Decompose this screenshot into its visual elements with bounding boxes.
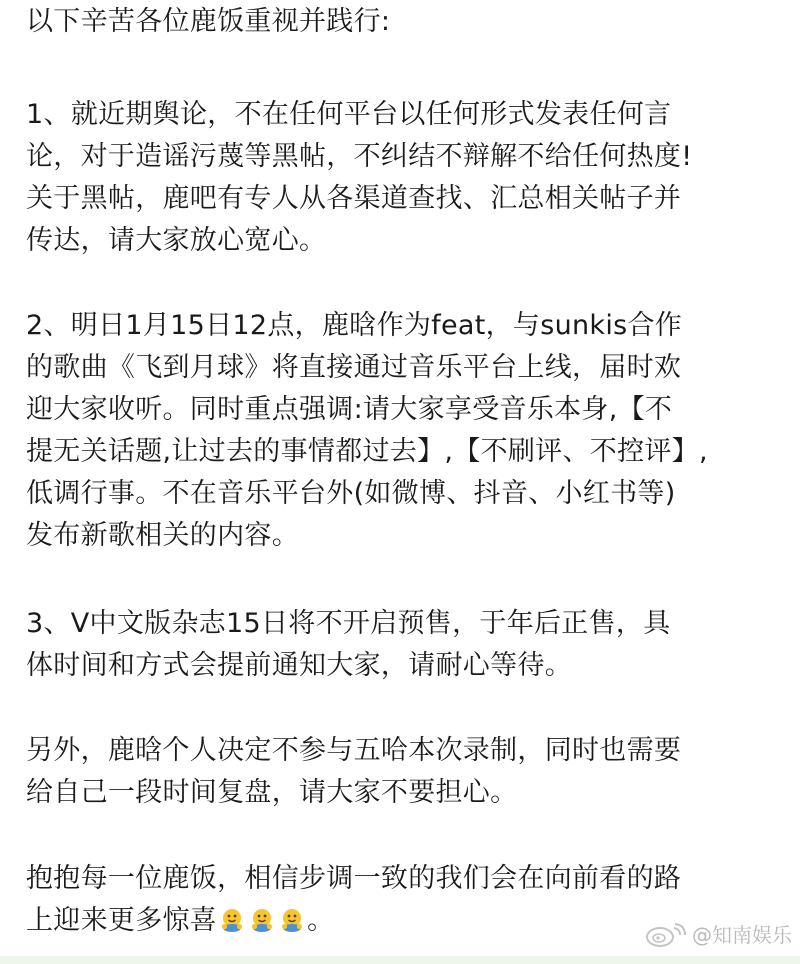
other-line-1: 另外，鹿晗个人决定不参与五哈本次录制，同时也需要 bbox=[26, 735, 682, 766]
item-1-line-3: 关于黑帖，鹿吧有专人从各渠道查找、汇总相关帖子并 bbox=[26, 183, 682, 214]
closing-line-2-text: 上迎来更多惊喜 bbox=[26, 905, 218, 936]
hugging-face-icon bbox=[219, 907, 245, 933]
item-1-line-2: 论，对于造谣污蔑等黑帖，不纠结不辩解不给任何热度! bbox=[26, 141, 693, 172]
item-3-line-2: 体时间和方式会提前通知大家，请耐心等待。 bbox=[26, 650, 572, 681]
item-1-line-1: 1、就近期舆论，不在任何平台以任何形式发表任何言 bbox=[26, 99, 672, 130]
watermark bbox=[644, 922, 792, 948]
other-line-2: 给自己一段时间复盘，请大家不要担心。 bbox=[26, 777, 518, 808]
bottom-strip bbox=[0, 956, 800, 964]
closing-line-2-end: 。 bbox=[307, 905, 335, 936]
hugging-face-icon bbox=[279, 907, 305, 933]
closing-line-1: 抱抱每一位鹿饭，相信步调一致的我们会在向前看的路 bbox=[26, 863, 682, 894]
item-2-line-3: 迎大家收听。同时重点强调:请大家享受音乐本身,【不 bbox=[26, 394, 673, 425]
item-2-line-5: 低调行事。不在音乐平台外(如微博、抖音、小红书等) bbox=[26, 478, 676, 509]
item-3-line-1: 3、V中文版杂志15日将不开启预售，于年后正售，具 bbox=[26, 608, 671, 639]
intro-line: 以下辛苦各位鹿饭重视并践行: bbox=[26, 6, 391, 37]
item-2-line-6: 发布新歌相关的内容。 bbox=[26, 520, 299, 551]
hugging-face-icon bbox=[249, 907, 275, 933]
watermark-text: @知南娱乐 bbox=[692, 923, 792, 947]
item-2-line-4: 提无关话题,让过去的事情都过去】,【不刷评、不控评】, bbox=[26, 436, 708, 467]
item-2-line-2: 的歌曲《飞到月球》将直接通过音乐平台上线，届时欢 bbox=[26, 352, 682, 383]
item-2-line-1: 2、明日1月15日12点，鹿晗作为feat，与sunkis合作 bbox=[26, 310, 683, 341]
item-1-line-4: 传达，请大家放心宽心。 bbox=[26, 225, 327, 256]
closing-line-2 bbox=[26, 901, 334, 941]
weibo-logo-icon bbox=[644, 922, 688, 948]
